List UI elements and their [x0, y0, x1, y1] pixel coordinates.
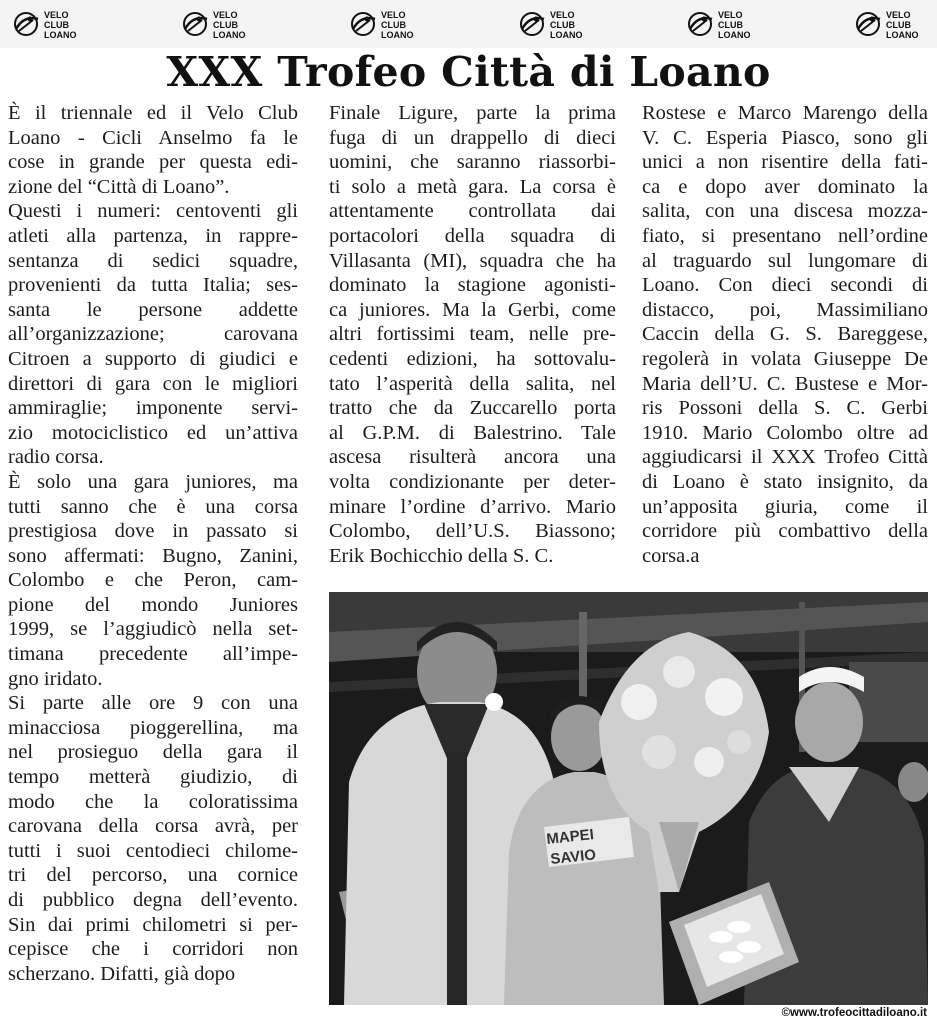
text-line: al G.P.M. di Balestrino. Tale	[329, 421, 616, 444]
text-line: al traguardo sul lungomare di	[642, 249, 928, 272]
text-line: di pubblico degna dell’evento.	[8, 889, 298, 911]
article-title: XXX Trofeo Città di Loano	[166, 48, 771, 96]
text-line: Rostese e Marco Marengo della	[642, 102, 928, 124]
text-line: santa le persone addette	[8, 298, 298, 321]
jersey-text-2: SAVIO	[549, 846, 597, 868]
text-line: zione del “Città di Loano”.	[8, 175, 230, 198]
text-line: tato l’asperità della salita, nel	[329, 372, 616, 395]
cyclist-logo-icon	[179, 11, 213, 37]
cyclist-logo-icon	[347, 11, 381, 37]
velo-club-loano-logo	[179, 10, 269, 40]
text-line: corridore più combattivo della	[642, 520, 928, 543]
text-line: dominato la stagione agonisti-	[329, 274, 616, 297]
logo-text-line: VELO	[718, 10, 743, 20]
text-line: minacciosa pioggerellina, ma	[8, 716, 298, 739]
logo-text-line: LOANO	[213, 30, 246, 40]
text-line: Villasanta (MI), squadra che ha	[329, 249, 616, 272]
text-line: tratto che da Zuccarello porta	[329, 397, 616, 420]
text-line: Questi i numeri: centoventi gli	[8, 200, 298, 223]
text-line: fiato, si presentano nell’ordine	[642, 224, 928, 247]
text-line: atleti alla partenza, in rappre-	[8, 224, 298, 247]
text-line: zio motociclistico ed un’attiva	[8, 421, 298, 444]
text-line: È solo una gara juniores, ma	[8, 470, 298, 493]
logo-text-line: CLUB	[718, 20, 743, 30]
text-line: scherzano. Difatti, già dopo	[8, 962, 236, 985]
logo-text-line: VELO	[550, 10, 575, 20]
text-line: ascesa risulterà ancora una	[329, 446, 616, 469]
text-line: Colombo e che Peron, cam-	[8, 569, 298, 592]
text-line: attentamente controllata dai	[329, 200, 616, 223]
cyclist-logo-icon	[852, 11, 886, 37]
text-line: ca e dopo aver dominato la	[642, 175, 928, 198]
text-line: provenienti da tutta Italia; ses-	[8, 274, 298, 297]
text-line: nel prosieguo della gara il	[8, 741, 298, 764]
text-line: 1910. Mario Colombo oltre ad	[642, 421, 928, 444]
text-line: cose in grande per questa edi-	[8, 151, 298, 174]
text-line: aggiudicarsi il XXX Trofeo Città	[642, 446, 928, 469]
text-line: Erik Bochicchio della S. C.	[329, 544, 554, 567]
text-line: minare l’ordine d’arrivo. Mario	[329, 495, 616, 518]
velo-club-loano-logo	[10, 10, 100, 40]
text-line: È il triennale ed il Velo Club	[8, 102, 298, 124]
text-column-2	[329, 101, 616, 568]
logo-text	[886, 10, 919, 40]
cyclist-logo-icon	[10, 11, 44, 37]
text-line: V. C. Esperia Piasco, sono gli	[642, 126, 928, 149]
velo-club-loano-logo	[516, 10, 606, 40]
text-column-3	[642, 101, 928, 568]
text-line: prestigiosa dove in passato si	[8, 520, 298, 543]
logo-text-line: LOANO	[550, 30, 583, 40]
text-line: direttori di gara con le migliori	[8, 372, 298, 395]
text-line: Loano - Cicli Anselmo fa le	[8, 126, 298, 149]
text-line: volta condizionante per deter-	[329, 470, 616, 493]
cyclist-logo-icon	[684, 11, 718, 37]
text-line: modo che la coloratissima	[8, 790, 298, 813]
logo-text-line: VELO	[44, 10, 69, 20]
award-photo	[329, 592, 928, 1005]
logo-text-line: LOANO	[886, 30, 919, 40]
text-line: Colombo, dell’U.S. Biassono;	[329, 520, 616, 543]
text-line: Loano. Con dieci secondi di	[642, 274, 928, 297]
text-line: unici a non risentire della fati-	[642, 151, 928, 174]
text-line: tri del percorso, una cornice	[8, 864, 298, 887]
text-line: altri fortissimi team, nelle pre-	[329, 323, 616, 346]
velo-club-loano-logo	[347, 10, 437, 40]
text-line: portacolori della squadra di	[329, 224, 616, 247]
text-line: ris Possoni della S. C. Gerbi	[642, 397, 928, 420]
text-line: di Loano è stato insignito, da	[642, 470, 928, 493]
velo-club-loano-logo	[684, 10, 774, 40]
text-line: un’apposita giuria, come il	[642, 495, 928, 518]
text-line: carovana della corsa avrà, per	[8, 815, 298, 838]
text-line: all’organizzazione; carovana	[8, 323, 298, 346]
text-line: cedenti edizioni, ha sottovalu-	[329, 347, 616, 370]
text-line: tutti i suoi centodieci chilome-	[8, 839, 298, 862]
logo-text-line: VELO	[381, 10, 406, 20]
logo-text-line: VELO	[886, 10, 911, 20]
text-column-1	[8, 101, 298, 986]
text-line: pione del mondo Juniores	[8, 593, 298, 616]
logo-text-line: LOANO	[44, 30, 77, 40]
text-line: Si parte alle ore 9 con una	[8, 692, 298, 715]
logo-text	[550, 10, 583, 40]
text-line: distacco, poi, Massimiliano	[642, 298, 928, 321]
text-line: ca juniores. Ma la Gerbi, come	[329, 298, 616, 321]
header-logo-strip	[0, 0, 937, 48]
text-line: ammiraglie; imponente servi-	[8, 397, 298, 420]
text-line: timana precedente all’impe-	[8, 643, 298, 666]
text-line: tempo metterà giudizio, di	[8, 766, 298, 789]
logo-text-line: CLUB	[381, 20, 406, 30]
text-line: tutti sanno che è una corsa	[8, 495, 298, 518]
jersey-text-1: MAPEI	[545, 826, 595, 848]
text-line: uomini, che saranno riassorbi-	[329, 151, 616, 174]
text-line: regolerà in volata Giuseppe De	[642, 347, 928, 370]
text-line: 1999, se l’aggiudicò nella set-	[8, 618, 298, 641]
logo-text-line: CLUB	[886, 20, 911, 30]
text-line: fuga di un drappello di dieci	[329, 126, 616, 149]
logo-text-line: CLUB	[213, 20, 238, 30]
text-line: cepisce che i corridori non	[8, 938, 298, 961]
logo-text	[44, 10, 77, 40]
text-line: corsa.a	[642, 544, 700, 567]
text-line: gno iridato.	[8, 667, 103, 690]
text-line: sono affermati: Bugno, Zanini,	[8, 544, 298, 567]
text-line: salita, con una discesa mozza-	[642, 200, 928, 223]
text-line: radio corsa.	[8, 446, 104, 469]
logo-text	[381, 10, 414, 40]
logo-text-line: LOANO	[718, 30, 751, 40]
text-line: Caccin della G. S. Bareggese,	[642, 323, 928, 346]
logo-text-line: CLUB	[44, 20, 69, 30]
velo-club-loano-logo	[852, 10, 937, 40]
copyright-notice: ©www.trofeocittadiloano.it	[781, 1007, 927, 1019]
text-line: Maria dell’U. C. Bustese e Mor-	[642, 372, 928, 395]
text-line: sentanza di sedici squadre,	[8, 249, 298, 272]
text-line: Citroen a supporto di giudici e	[8, 347, 298, 370]
text-line: Finale Ligure, parte la prima	[329, 102, 616, 124]
logo-text	[718, 10, 751, 40]
logo-text-line: VELO	[213, 10, 238, 20]
cyclist-logo-icon	[516, 11, 550, 37]
logo-text-line: LOANO	[381, 30, 414, 40]
text-line: Sin dai primi chilometri si per-	[8, 913, 298, 936]
logo-text-line: CLUB	[550, 20, 575, 30]
text-line: ti solo a metà gara. La corsa è	[329, 175, 616, 198]
logo-text	[213, 10, 246, 40]
